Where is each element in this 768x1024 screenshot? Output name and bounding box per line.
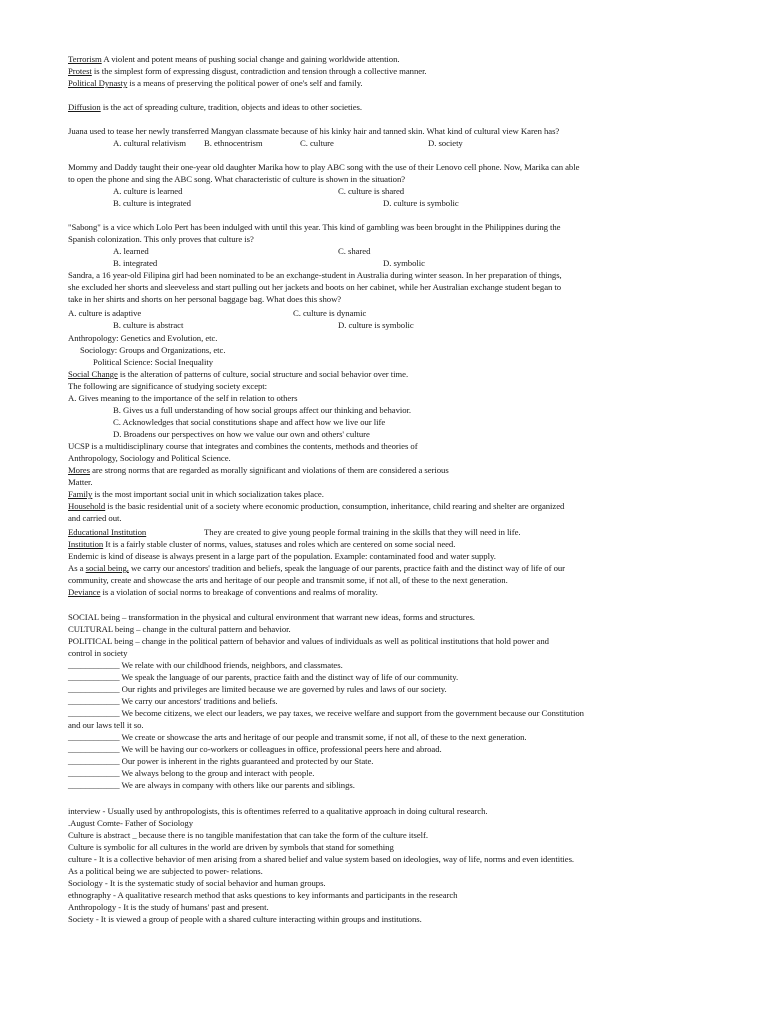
answer-blank[interactable]: ____________: [68, 768, 120, 778]
household-line: and carried out.: [68, 513, 122, 523]
question-stem: Sandra, a 16 year-old Filipina girl had been nominated to be an exchange-student in Australia during winter season. In her preparation of things,: [68, 270, 562, 280]
ucsp-line: Anthropology, Sociology and Political Science.: [68, 453, 231, 463]
political-being-definition: control in society: [68, 648, 128, 658]
term: Social Change: [68, 369, 118, 379]
note-line: interview - Usually used by anthropologists, this is oftentimes referred to a qualitative approach in doing cultural research.: [68, 806, 488, 816]
term: Mores: [68, 465, 90, 475]
answer-blank[interactable]: ____________: [68, 756, 120, 766]
term: Protest: [68, 66, 92, 76]
term: Deviance: [68, 587, 101, 597]
answer-blank[interactable]: ____________: [68, 780, 120, 790]
option-a: A. Gives meaning to the importance of the self in relation to others: [68, 393, 298, 403]
note-line: Sociology - It is the systematic study of social behavior and human groups.: [68, 878, 326, 888]
item-text: Our rights and privileges are limited because we are governed by rules and laws of our society.: [119, 684, 447, 694]
political-dynasty-line: [68, 78, 363, 89]
endemic-line: Endemic is kind of disease is always present in a large part of the population. Example: contaminated food and water supply.: [68, 551, 496, 561]
blank-item: [68, 696, 278, 707]
option-b: B. Gives us a full understanding of how social groups affect our thinking and behavior.: [113, 405, 412, 415]
option-d: D. culture is symbolic: [338, 320, 414, 330]
definition: is the act of spreading culture, tradition, objects and ideas to other societies.: [100, 102, 362, 112]
item-text: We create or showcase the arts and heritage of our people and transmit some, if not all, of these to the next generation.: [119, 732, 527, 742]
option-a: A. learned: [113, 246, 149, 256]
definition: are strong norms that are regarded as morally significant and violations of them are considered a serious: [89, 465, 449, 475]
definition: is the simplest form of expressing disgust, contradiction and tension through a collective manner.: [91, 66, 427, 76]
question-stem: she excluded her shorts and sleeveless and start pulling out her jackets and boots on her cabinet, while her Australian exchange student began to: [68, 282, 562, 292]
blank-item: [68, 744, 442, 755]
cultural-being-definition: CULTURAL being – change in the cultural pattern and behavior.: [68, 624, 291, 634]
note-line: Anthropology - It is the study of humans' past and present.: [68, 902, 269, 912]
item-text: Our power is inherent in the rights guaranteed and protected by our State.: [119, 756, 374, 766]
note-line: Culture is symbolic for all cultures in the world are driven by symbols that stand for something: [68, 842, 394, 852]
definition: is the basic residential unit of a society where economic production, consumption, inheritance, child rearing and shelter are organized: [105, 501, 565, 511]
blank-item: [68, 672, 458, 683]
option-d: D. culture is symbolic: [383, 198, 459, 208]
item-text: We always belong to the group and interact with people.: [119, 768, 315, 778]
ucsp-line: UCSP is a multidisciplinary course that integrates and combines the contents, methods and theories of: [68, 441, 418, 451]
note-line: Culture is abstract _ because there is no tangible manifestation that can take the form of the culture itself.: [68, 830, 428, 840]
note-line: As a political being we are subjected to power- relations.: [68, 866, 263, 876]
answer-blank[interactable]: ____________: [68, 708, 120, 718]
item-text: and our laws tell it so.: [68, 720, 144, 730]
diffusion-line: [68, 102, 362, 113]
definition: is a violation of social norms to breakage of conventions and realms of morality.: [100, 587, 378, 597]
item-text: We are always in company with others like our parents and siblings.: [119, 780, 355, 790]
option-c: C. culture is dynamic: [293, 308, 367, 318]
term: social being,: [85, 563, 129, 573]
question-stem: take in her shirts and shorts on her personal baggage bag. What does this show?: [68, 294, 342, 304]
political-being-definition: POLITICAL being – change in the political pattern of behavior and values of individuals as well as political institutions that hold power and: [68, 636, 549, 646]
option-c: C. culture is shared: [338, 186, 405, 196]
social-change-line: [68, 369, 408, 380]
educational-term: [68, 527, 146, 538]
item-text: We become citizens, we elect our leaders, we pay taxes, we receive welfare and support from the government because our Constitution: [119, 708, 584, 718]
item-text: We relate with our childhood friends, neighbors, and classmates.: [119, 660, 343, 670]
institution-line: [68, 539, 455, 550]
term: Household: [68, 501, 106, 511]
term: Diffusion: [68, 102, 101, 112]
blank-item-continuation: [68, 720, 144, 731]
mores-line: [68, 465, 449, 476]
blank-item: [68, 732, 527, 743]
definition: It is a fairly stable cluster of norms, values, statuses and roles which are centered on some social need.: [103, 539, 456, 549]
blank-item: [68, 768, 314, 779]
blank-item: [68, 708, 584, 719]
option-b: B. culture is abstract: [113, 320, 184, 330]
note-line: culture - It is a collective behavior of men arising from a shared belief and value system based on ideologies, way of life, norms and even identities.: [68, 854, 575, 864]
term: Institution: [68, 539, 104, 549]
note-line: Society - It is viewed a group of people with a shared culture interacting within groups and institutions.: [68, 914, 422, 924]
option-b: B. culture is integrated: [113, 198, 191, 208]
question-stem: "Sabong" is a vice which Lolo Pert has been indulged with until this year. This kind of gambling was been brought in the Philippines during the: [68, 222, 561, 232]
blank-item: [68, 756, 373, 767]
answer-blank[interactable]: ____________: [68, 684, 120, 694]
option-d: D. Broadens our perspectives on how we value our own and others' culture: [113, 429, 370, 439]
option-c: C. culture: [300, 138, 334, 148]
definition: A violent and potent means of pushing social change and gaining worldwide attention.: [101, 54, 400, 64]
option-a: A. cultural relativism: [113, 138, 186, 148]
option-d: D. society: [428, 138, 463, 148]
social-being-definition: SOCIAL being – transformation in the physical and cultural environment that warrant new ideas, forms and structures.: [68, 612, 475, 622]
option-a: A. culture is adaptive: [68, 308, 142, 318]
blank-item: [68, 780, 355, 791]
option-d: D. symbolic: [383, 258, 425, 268]
term: Family: [68, 489, 93, 499]
answer-blank[interactable]: ____________: [68, 672, 120, 682]
item-text: We carry our ancestors' traditions and beliefs.: [119, 696, 278, 706]
option-c: C. Acknowledges that social constitutions shape and affect how we live our life: [113, 417, 386, 427]
social-being-line: community, create and showcase the arts and heritage of our people and transmit some, if not all, of these to the next generation.: [68, 575, 508, 585]
option-c: C. shared: [338, 246, 371, 256]
question-stem: to open the phone and sing the ABC song. What characteristic of culture is shown in the situation?: [68, 174, 406, 184]
protest-line: [68, 66, 427, 77]
household-line: [68, 501, 564, 512]
definition: is the alteration of patterns of culture, social structure and social behavior over time.: [117, 369, 409, 379]
option-a: A. culture is learned: [113, 186, 183, 196]
anthropology-line: Anthropology: Genetics and Evolution, etc.: [68, 333, 218, 343]
deviance-line: [68, 587, 378, 598]
blank-item: [68, 660, 343, 671]
item-text: We speak the language of our parents, practice faith and the distinct way of life of our community.: [119, 672, 459, 682]
note-line: .August Comte- Father of Sociology: [68, 818, 193, 828]
educational-definition: They are created to give young people formal training in the skills that they will need in life.: [204, 527, 521, 537]
family-line: [68, 489, 324, 500]
answer-blank[interactable]: ____________: [68, 732, 120, 742]
question-stem: The following are significance of studying society except:: [68, 381, 268, 391]
terrorism-line: [68, 54, 400, 65]
note-line: ethnography - A qualitative research method that asks questions to key informants and participants in the research: [68, 890, 458, 900]
answer-blank[interactable]: ____________: [68, 696, 120, 706]
mores-line: Matter.: [68, 477, 93, 487]
definition: is a means of preserving the political power of one's self and family.: [127, 78, 363, 88]
question-stem: Mommy and Daddy taught their one-year old daughter Marika how to play ABC song with the use of their Lenovo cell phone. Now, Marika can able: [68, 162, 580, 172]
term: Terrorism: [68, 54, 102, 64]
question-stem: Spanish colonization. This only proves that culture is?: [68, 234, 254, 244]
definition: we carry our ancestors' tradition and beliefs, speak the language of our parents, practice faith and the distinct way of life of our: [128, 563, 566, 573]
prefix: As a: [68, 563, 86, 573]
blank-item: [68, 684, 447, 695]
answer-blank[interactable]: ____________: [68, 660, 120, 670]
question-stem: Juana used to tease her newly transferred Mangyan classmate because of his kinky hair and tanned skin. What kind of cultural view Karen has?: [68, 126, 560, 136]
term: Educational Institution: [68, 527, 147, 537]
option-b: B. integrated: [113, 258, 158, 268]
term: Political Dynasty: [68, 78, 128, 88]
sociology-line: Sociology: Groups and Organizations, etc.: [80, 345, 226, 355]
item-text: We will be having our co-workers or colleagues in office, professional peers here and abroad.: [119, 744, 442, 754]
political-science-line: Political Science: Social Inequality: [93, 357, 214, 367]
option-b: B. ethnocentrism: [204, 138, 263, 148]
social-being-line: [68, 563, 565, 574]
answer-blank[interactable]: ____________: [68, 744, 120, 754]
definition: is the most important social unit in which socialization takes place.: [92, 489, 324, 499]
